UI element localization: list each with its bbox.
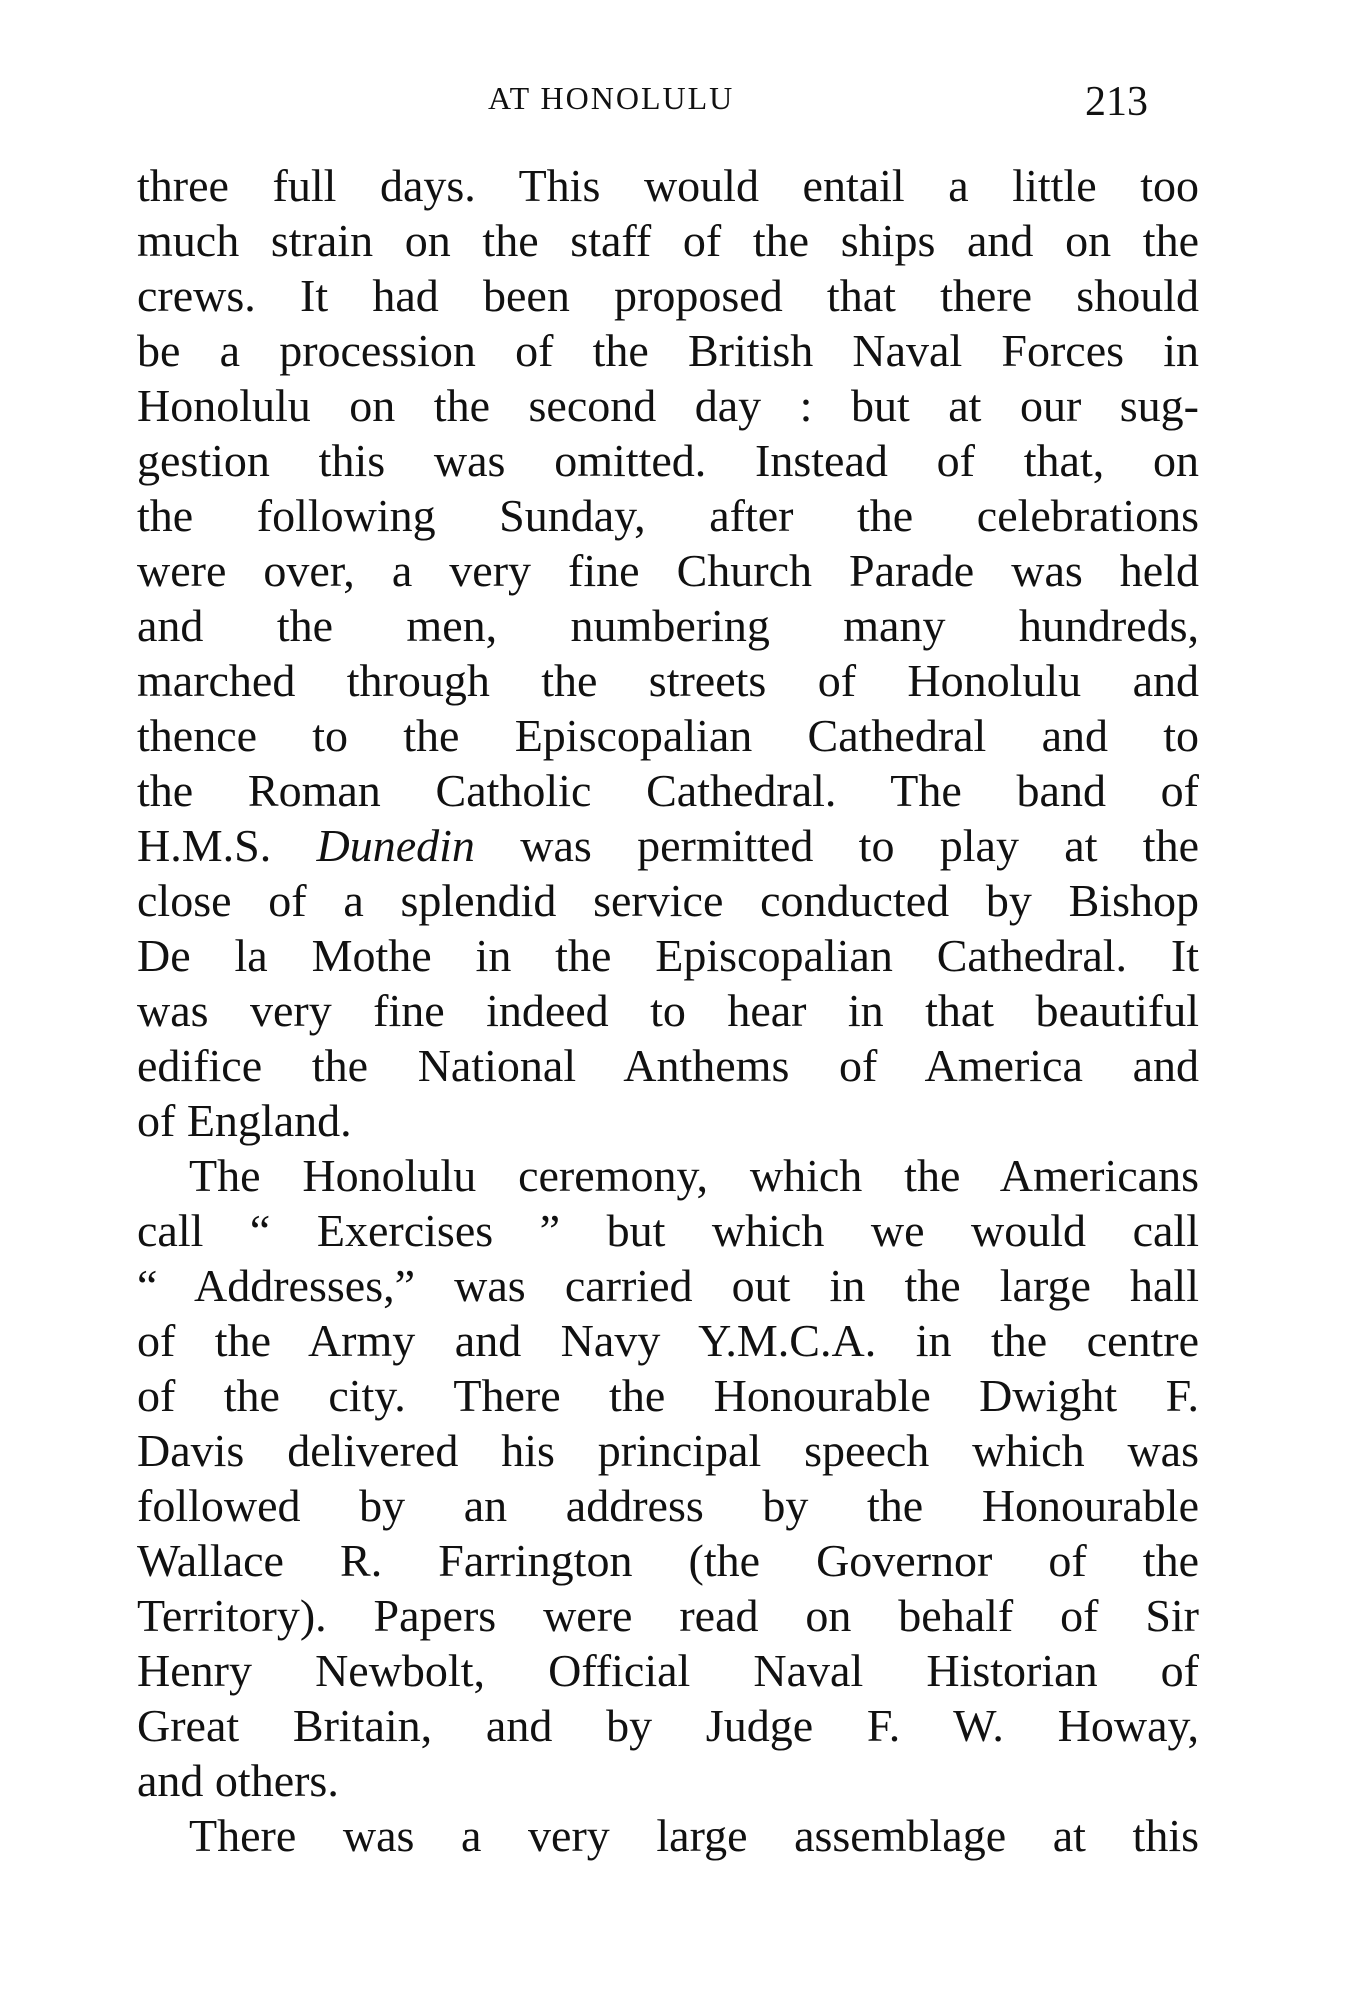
text-line: edifice the National Anthems of America and — [137, 1040, 1199, 1091]
text-line: and the men, numbering many hundreds, — [137, 600, 1199, 651]
text-line: followed by an address by the Honourable — [137, 1480, 1199, 1531]
text-line: Davis delivered his principal speech which was — [137, 1425, 1199, 1476]
ship-name-italic: Dunedin — [316, 820, 475, 871]
text-line: and others. — [137, 1755, 339, 1806]
text-line: There was a very large assemblage at this — [189, 1810, 1199, 1861]
text-line: marched through the streets of Honolulu and — [137, 655, 1199, 706]
text-line: crews. It had been proposed that there should — [137, 270, 1199, 321]
text-line: Wallace R. Farrington (the Governor of the — [137, 1535, 1199, 1586]
text-line: of the city. There the Honourable Dwight F. — [137, 1370, 1199, 1421]
text-line: the Roman Catholic Cathedral. The band of — [137, 765, 1199, 816]
text-line: gestion this was omitted. Instead of that, on — [137, 435, 1199, 486]
text-segment: was permitted to play at the — [474, 820, 1199, 871]
paragraph-2 — [137, 1148, 1199, 1808]
text-line: “ Addresses,” was carried out in the large hall — [137, 1260, 1199, 1311]
text-line: Great Britain, and by Judge F. W. Howay, — [137, 1700, 1199, 1751]
text-line: of the Army and Navy Y.M.C.A. in the centre — [137, 1315, 1199, 1366]
paragraph-3 — [137, 1808, 1199, 1863]
text-line: Territory). Papers were read on behalf of Sir — [137, 1590, 1199, 1641]
text-line: call “ Exercises ” but which we would call — [137, 1205, 1199, 1256]
text-line: The Honolulu ceremony, which the Americans — [189, 1150, 1199, 1201]
text-line: thence to the Episcopalian Cathedral and to — [137, 710, 1199, 761]
text-line: close of a splendid service conducted by Bishop — [137, 875, 1199, 926]
body-text — [137, 158, 1199, 1863]
running-head: AT HONOLULU — [488, 80, 735, 116]
text-line: be a procession of the British Naval Forces in — [137, 325, 1199, 376]
text-line: were over, a very fine Church Parade was held — [137, 545, 1199, 596]
text-line: of England. — [137, 1095, 352, 1146]
page-number: 213 — [1085, 79, 1148, 125]
paragraph-1 — [137, 158, 1199, 1148]
text-line: was very fine indeed to hear in that beautiful — [137, 985, 1199, 1036]
page-header — [0, 78, 1346, 128]
text-line: Henry Newbolt, Official Naval Historian of — [137, 1645, 1199, 1696]
text-line: much strain on the staff of the ships and on the — [137, 215, 1199, 266]
text-line-ship-name — [137, 818, 1199, 873]
text-segment: H.M.S. — [137, 820, 317, 871]
text-line: Honolulu on the second day : but at our sug- — [137, 380, 1199, 431]
text-line: three full days. This would entail a little too — [137, 160, 1199, 211]
text-line: the following Sunday, after the celebrations — [137, 490, 1199, 541]
text-line: De la Mothe in the Episcopalian Cathedral. It — [137, 930, 1199, 981]
